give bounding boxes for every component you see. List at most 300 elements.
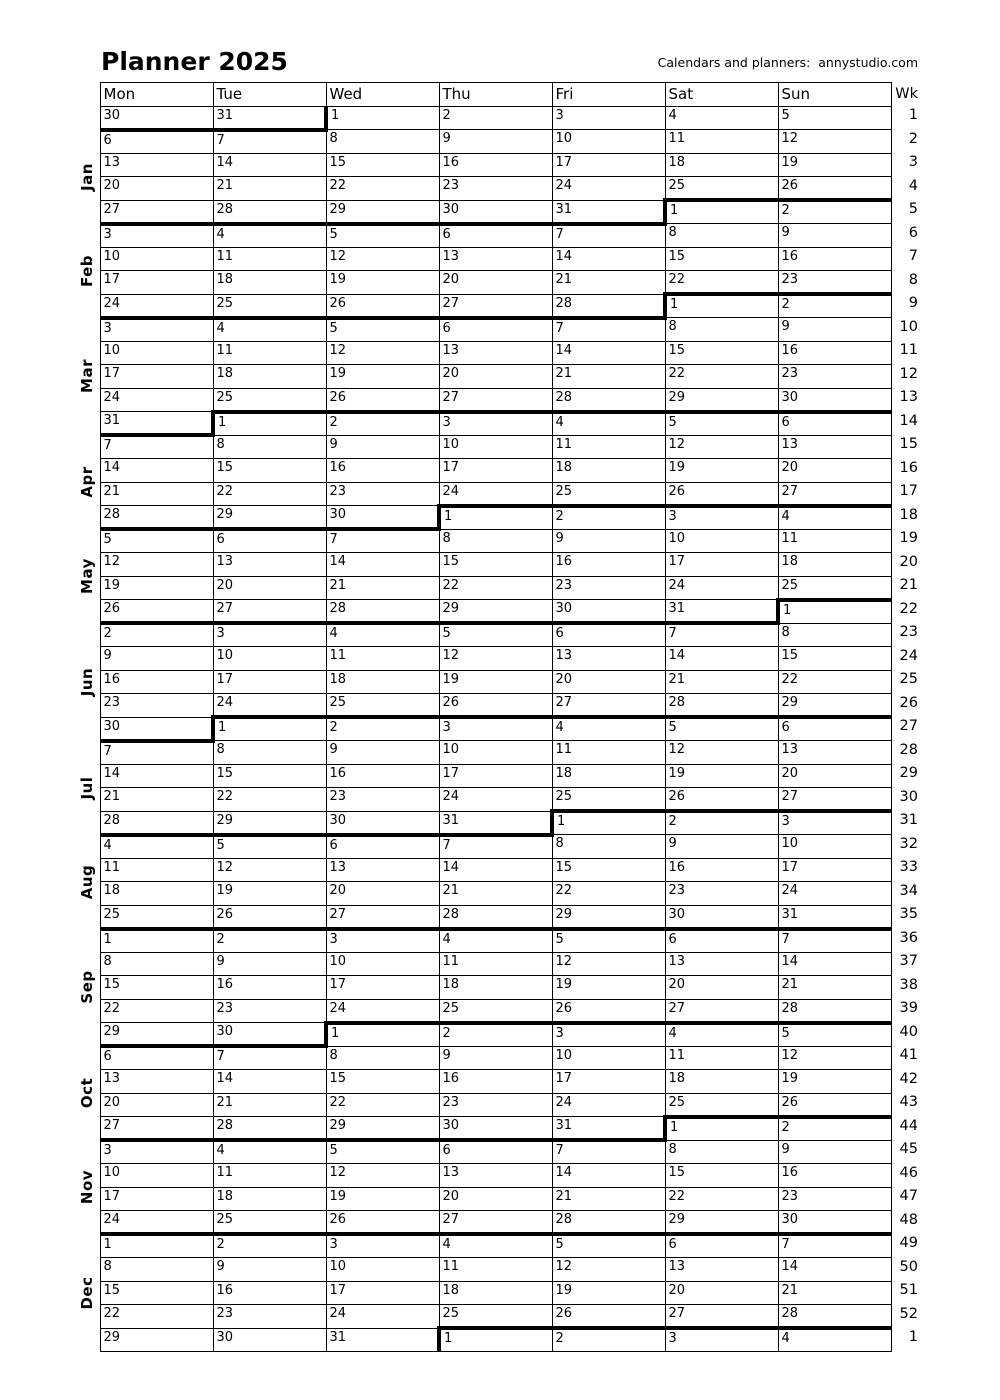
day-cell: 21 xyxy=(552,271,665,295)
day-cell: 13 xyxy=(439,1164,552,1188)
day-cell: 25 xyxy=(665,1093,778,1117)
week-row xyxy=(74,600,922,624)
week-number: 39 xyxy=(899,1000,918,1016)
day-cell: 22 xyxy=(665,271,778,295)
day-cell: 24 xyxy=(100,1211,213,1235)
day-cell: 13 xyxy=(665,1258,778,1282)
day-cell: 9 xyxy=(552,529,665,553)
day-cell: 16 xyxy=(778,1164,891,1188)
week-number: 31 xyxy=(899,812,918,828)
day-cell: 16 xyxy=(326,764,439,788)
month-gutter-cell xyxy=(74,435,100,529)
week-number: 34 xyxy=(899,882,918,899)
day-cell: 12 xyxy=(100,553,213,577)
week-number: 18 xyxy=(899,506,918,523)
day-cell: 31 xyxy=(778,905,891,929)
day-cell: 18 xyxy=(213,1187,326,1211)
day-cell: 24 xyxy=(326,1305,439,1329)
day-cell: 17 xyxy=(665,553,778,577)
day-cell: 6 xyxy=(778,717,891,741)
day-cell: 8 xyxy=(326,1046,439,1070)
day-cell: 20 xyxy=(552,670,665,694)
day-cell: 13 xyxy=(778,741,891,765)
day-cell: 19 xyxy=(552,1281,665,1305)
week-number: 6 xyxy=(908,224,918,241)
month-label: Aug xyxy=(77,864,96,899)
week-row xyxy=(74,788,922,812)
day-cell: 13 xyxy=(552,647,665,671)
day-cell: 8 xyxy=(100,952,213,976)
month-gutter-cell xyxy=(74,1046,100,1140)
day-cell: 28 xyxy=(100,811,213,835)
day-cell: 7 xyxy=(213,130,326,154)
day-cell: 27 xyxy=(665,999,778,1023)
day-cell: 19 xyxy=(778,1070,891,1094)
week-number: 28 xyxy=(899,741,918,758)
day-cell: 21 xyxy=(100,482,213,506)
day-cell: 1 xyxy=(665,1117,778,1141)
week-number: 41 xyxy=(899,1047,918,1063)
day-cell: 26 xyxy=(778,1093,891,1117)
day-cell: 27 xyxy=(778,788,891,812)
day-cell: 31 xyxy=(439,811,552,835)
day-cell: 11 xyxy=(665,1046,778,1070)
day-cell: 1 xyxy=(665,200,778,224)
day-cell: 19 xyxy=(552,976,665,1000)
day-cell: 12 xyxy=(326,341,439,365)
day-header-sun: Sun xyxy=(778,83,891,107)
week-row xyxy=(74,741,922,765)
day-cell: 29 xyxy=(100,1328,213,1352)
day-cell: 8 xyxy=(778,623,891,647)
day-cell: 5 xyxy=(326,224,439,248)
day-cell: 14 xyxy=(213,153,326,177)
day-cell: 16 xyxy=(213,976,326,1000)
day-cell: 7 xyxy=(778,1234,891,1258)
day-cell: 5 xyxy=(326,318,439,342)
day-cell: 12 xyxy=(552,952,665,976)
week-row xyxy=(74,858,922,882)
week-number: 9 xyxy=(908,295,918,311)
week-number: 42 xyxy=(899,1070,918,1087)
day-cell: 17 xyxy=(439,764,552,788)
week-row xyxy=(74,1070,922,1094)
week-number: 33 xyxy=(899,859,918,875)
calendar-body xyxy=(74,106,922,1352)
day-cell: 18 xyxy=(665,153,778,177)
day-cell: 27 xyxy=(552,694,665,718)
day-cell: 16 xyxy=(100,670,213,694)
day-cell: 30 xyxy=(326,811,439,835)
day-cell: 9 xyxy=(213,1258,326,1282)
day-header-thu: Thu xyxy=(439,83,552,107)
day-cell: 2 xyxy=(778,200,891,224)
day-cell: 25 xyxy=(100,905,213,929)
day-cell: 7 xyxy=(100,741,213,765)
week-row xyxy=(74,1328,922,1352)
day-cell: 27 xyxy=(665,1305,778,1329)
day-cell: 12 xyxy=(326,1164,439,1188)
day-cell: 2 xyxy=(213,1234,326,1258)
week-number: 14 xyxy=(899,412,918,429)
week-row xyxy=(74,670,922,694)
day-cell: 10 xyxy=(100,341,213,365)
day-cell: 30 xyxy=(439,1117,552,1141)
day-cell: 2 xyxy=(778,1117,891,1141)
day-cell: 1 xyxy=(439,506,552,530)
week-number: 20 xyxy=(899,553,918,570)
week-number: 35 xyxy=(899,906,918,922)
day-cell: 13 xyxy=(100,1070,213,1094)
day-cell: 26 xyxy=(552,999,665,1023)
week-number: 8 xyxy=(908,271,918,288)
day-cell: 11 xyxy=(213,341,326,365)
day-cell: 21 xyxy=(100,788,213,812)
day-cell: 3 xyxy=(439,717,552,741)
day-cell: 29 xyxy=(326,1117,439,1141)
day-cell: 22 xyxy=(439,576,552,600)
day-cell: 28 xyxy=(778,999,891,1023)
day-cell: 18 xyxy=(552,459,665,483)
week-header: Wk xyxy=(895,85,918,102)
month-gutter-cell xyxy=(74,929,100,1047)
day-cell: 1 xyxy=(100,1234,213,1258)
week-number: 1 xyxy=(908,1329,918,1345)
day-header-wed: Wed xyxy=(326,83,439,107)
week-row xyxy=(74,482,922,506)
day-cell: 16 xyxy=(326,459,439,483)
day-cell: 6 xyxy=(665,929,778,953)
month-gutter-cell xyxy=(74,529,100,623)
day-cell: 6 xyxy=(552,623,665,647)
day-cell: 5 xyxy=(778,106,891,130)
day-cell: 17 xyxy=(552,1070,665,1094)
day-cell: 10 xyxy=(778,835,891,859)
week-number: 12 xyxy=(899,365,918,382)
day-cell: 4 xyxy=(326,623,439,647)
day-cell: 27 xyxy=(439,294,552,318)
day-cell: 2 xyxy=(213,929,326,953)
day-cell: 1 xyxy=(552,811,665,835)
day-cell: 22 xyxy=(665,365,778,389)
day-cell: 10 xyxy=(213,647,326,671)
day-cell: 26 xyxy=(778,177,891,201)
day-cell: 31 xyxy=(552,1117,665,1141)
day-cell: 27 xyxy=(100,1117,213,1141)
day-cell: 5 xyxy=(665,412,778,436)
day-cell: 19 xyxy=(778,153,891,177)
day-cell: 27 xyxy=(439,1211,552,1235)
month-label: Mar xyxy=(77,359,96,394)
day-cell: 20 xyxy=(213,576,326,600)
day-cell: 17 xyxy=(326,1281,439,1305)
day-cell: 4 xyxy=(665,1023,778,1047)
week-number: 17 xyxy=(899,483,918,499)
day-cell: 27 xyxy=(778,482,891,506)
day-cell: 23 xyxy=(665,882,778,906)
day-cell: 15 xyxy=(326,153,439,177)
day-cell: 30 xyxy=(778,388,891,412)
day-cell: 15 xyxy=(213,764,326,788)
day-cell: 22 xyxy=(326,177,439,201)
day-cell: 18 xyxy=(439,976,552,1000)
day-cell: 26 xyxy=(100,600,213,624)
week-number: 46 xyxy=(899,1164,918,1181)
month-gutter-cell xyxy=(74,130,100,224)
day-header-tue: Tue xyxy=(213,83,326,107)
day-cell: 30 xyxy=(665,905,778,929)
day-cell: 7 xyxy=(665,623,778,647)
week-number: 43 xyxy=(899,1094,918,1110)
day-cell: 3 xyxy=(665,1328,778,1352)
day-cell: 14 xyxy=(439,858,552,882)
day-cell: 12 xyxy=(778,1046,891,1070)
day-cell: 30 xyxy=(213,1328,326,1352)
day-cell: 14 xyxy=(778,952,891,976)
day-cell: 10 xyxy=(439,435,552,459)
week-row xyxy=(74,177,922,201)
day-cell: 24 xyxy=(213,694,326,718)
day-cell: 1 xyxy=(665,294,778,318)
day-cell: 21 xyxy=(439,882,552,906)
month-label: Feb xyxy=(77,254,96,287)
day-cell: 12 xyxy=(665,435,778,459)
day-cell: 31 xyxy=(326,1328,439,1352)
day-cell: 9 xyxy=(778,318,891,342)
day-cell: 3 xyxy=(552,106,665,130)
day-cell: 25 xyxy=(439,999,552,1023)
day-cell: 17 xyxy=(100,271,213,295)
day-cell: 26 xyxy=(213,905,326,929)
day-cell: 28 xyxy=(326,600,439,624)
week-row xyxy=(74,1117,922,1141)
day-cell: 20 xyxy=(100,177,213,201)
day-cell: 16 xyxy=(439,1070,552,1094)
day-cell: 15 xyxy=(100,1281,213,1305)
day-cell: 7 xyxy=(552,1140,665,1164)
day-cell: 20 xyxy=(100,1093,213,1117)
week-row xyxy=(74,835,922,859)
week-number: 16 xyxy=(899,459,918,476)
day-cell: 14 xyxy=(665,647,778,671)
day-cell: 10 xyxy=(100,1164,213,1188)
day-cell: 29 xyxy=(665,388,778,412)
week-number: 19 xyxy=(899,530,918,546)
day-cell: 2 xyxy=(552,1328,665,1352)
week-row xyxy=(74,459,922,483)
week-number: 22 xyxy=(899,600,918,617)
day-cell: 9 xyxy=(213,952,326,976)
day-cell: 30 xyxy=(778,1211,891,1235)
day-cell: 1 xyxy=(213,717,326,741)
site-credit: Calendars and planners: annystudio.com xyxy=(657,55,918,70)
week-row xyxy=(74,1140,922,1164)
day-cell: 29 xyxy=(213,506,326,530)
week-number: 29 xyxy=(899,765,918,781)
day-cell: 7 xyxy=(326,529,439,553)
day-cell: 8 xyxy=(665,1140,778,1164)
day-cell: 17 xyxy=(552,153,665,177)
day-cell: 21 xyxy=(778,976,891,1000)
week-number: 36 xyxy=(899,929,918,946)
day-cell: 9 xyxy=(439,1046,552,1070)
day-cell: 23 xyxy=(326,482,439,506)
day-cell: 25 xyxy=(326,694,439,718)
day-cell: 28 xyxy=(213,1117,326,1141)
day-cell: 8 xyxy=(100,1258,213,1282)
day-cell: 9 xyxy=(778,1140,891,1164)
week-number: 7 xyxy=(908,248,918,264)
week-row xyxy=(74,952,922,976)
day-cell: 14 xyxy=(778,1258,891,1282)
day-cell: 21 xyxy=(213,1093,326,1117)
week-row xyxy=(74,318,922,342)
day-cell: 15 xyxy=(552,858,665,882)
day-cell: 19 xyxy=(326,1187,439,1211)
week-row xyxy=(74,271,922,295)
week-row xyxy=(74,882,922,906)
day-cell: 6 xyxy=(100,1046,213,1070)
month-label: Apr xyxy=(77,466,96,498)
day-cell: 7 xyxy=(100,435,213,459)
day-cell: 18 xyxy=(326,670,439,694)
week-row xyxy=(74,1305,922,1329)
day-cell: 10 xyxy=(552,1046,665,1070)
day-cell: 28 xyxy=(778,1305,891,1329)
day-header-fri: Fri xyxy=(552,83,665,107)
week-number: 11 xyxy=(899,342,918,358)
day-cell: 21 xyxy=(552,365,665,389)
day-cell: 10 xyxy=(100,247,213,271)
day-cell: 31 xyxy=(665,600,778,624)
day-cell: 31 xyxy=(552,200,665,224)
day-cell: 2 xyxy=(326,717,439,741)
day-cell: 9 xyxy=(100,647,213,671)
day-cell: 18 xyxy=(552,764,665,788)
day-cell: 14 xyxy=(552,247,665,271)
day-cell: 25 xyxy=(552,788,665,812)
day-cell: 2 xyxy=(778,294,891,318)
day-cell: 22 xyxy=(326,1093,439,1117)
week-row xyxy=(74,1187,922,1211)
day-cell: 11 xyxy=(213,247,326,271)
week-number: 25 xyxy=(899,671,918,687)
day-cell: 24 xyxy=(552,1093,665,1117)
day-cell: 17 xyxy=(100,1187,213,1211)
day-header-mon: Mon xyxy=(100,83,213,107)
day-cell: 20 xyxy=(439,271,552,295)
day-cell: 1 xyxy=(326,1023,439,1047)
day-cell: 7 xyxy=(778,929,891,953)
day-cell: 21 xyxy=(778,1281,891,1305)
week-row xyxy=(74,1164,922,1188)
day-cell: 23 xyxy=(439,1093,552,1117)
week-row xyxy=(74,388,922,412)
day-cell: 27 xyxy=(213,600,326,624)
day-cell: 20 xyxy=(326,882,439,906)
day-cell: 11 xyxy=(778,529,891,553)
week-row xyxy=(74,1211,922,1235)
week-row xyxy=(74,130,922,154)
day-cell: 14 xyxy=(552,1164,665,1188)
day-cell: 8 xyxy=(213,435,326,459)
day-cell: 29 xyxy=(326,200,439,224)
day-cell: 23 xyxy=(778,365,891,389)
day-cell: 17 xyxy=(439,459,552,483)
day-cell: 4 xyxy=(552,412,665,436)
day-cell: 28 xyxy=(213,200,326,224)
day-cell: 15 xyxy=(439,553,552,577)
week-number: 51 xyxy=(899,1282,918,1298)
day-cell: 29 xyxy=(213,811,326,835)
day-cell: 19 xyxy=(100,576,213,600)
month-label: Sep xyxy=(77,970,96,1004)
day-cell: 19 xyxy=(665,764,778,788)
day-cell: 13 xyxy=(778,435,891,459)
week-row xyxy=(74,1023,922,1047)
day-cell: 14 xyxy=(326,553,439,577)
day-cell: 9 xyxy=(665,835,778,859)
month-label: Oct xyxy=(77,1077,96,1109)
week-number: 10 xyxy=(899,318,918,335)
day-cell: 24 xyxy=(100,294,213,318)
day-cell: 25 xyxy=(439,1305,552,1329)
day-cell: 16 xyxy=(552,553,665,577)
day-cell: 9 xyxy=(439,130,552,154)
day-cell: 4 xyxy=(778,1328,891,1352)
week-number: 26 xyxy=(899,694,918,711)
day-cell: 17 xyxy=(100,365,213,389)
week-number: 21 xyxy=(899,577,918,593)
day-cell: 18 xyxy=(100,882,213,906)
week-number: 44 xyxy=(899,1117,918,1134)
day-cell: 28 xyxy=(100,506,213,530)
day-cell: 2 xyxy=(439,1023,552,1047)
day-cell: 21 xyxy=(326,576,439,600)
day-cell: 3 xyxy=(100,318,213,342)
day-cell: 1 xyxy=(100,929,213,953)
day-cell: 20 xyxy=(778,459,891,483)
week-row xyxy=(74,412,922,436)
day-cell: 18 xyxy=(213,271,326,295)
week-row xyxy=(74,553,922,577)
day-cell: 5 xyxy=(439,623,552,647)
day-cell: 13 xyxy=(665,952,778,976)
day-cell: 3 xyxy=(326,929,439,953)
day-cell: 6 xyxy=(439,1140,552,1164)
week-number: 38 xyxy=(899,976,918,993)
day-cell: 4 xyxy=(439,1234,552,1258)
day-cell: 13 xyxy=(213,553,326,577)
day-cell: 5 xyxy=(552,1234,665,1258)
day-cell: 10 xyxy=(665,529,778,553)
week-number: 1 xyxy=(908,107,918,123)
day-cell: 19 xyxy=(665,459,778,483)
day-cell: 22 xyxy=(552,882,665,906)
day-cell: 4 xyxy=(552,717,665,741)
day-cell: 13 xyxy=(326,858,439,882)
day-cell: 23 xyxy=(213,999,326,1023)
day-cell: 23 xyxy=(439,177,552,201)
day-cell: 30 xyxy=(213,1023,326,1047)
day-cell: 14 xyxy=(100,459,213,483)
day-cell: 3 xyxy=(778,811,891,835)
planner-grid xyxy=(74,82,922,1352)
week-number: 30 xyxy=(899,788,918,805)
day-cell: 20 xyxy=(665,1281,778,1305)
day-cell: 3 xyxy=(552,1023,665,1047)
week-number: 37 xyxy=(899,953,918,969)
